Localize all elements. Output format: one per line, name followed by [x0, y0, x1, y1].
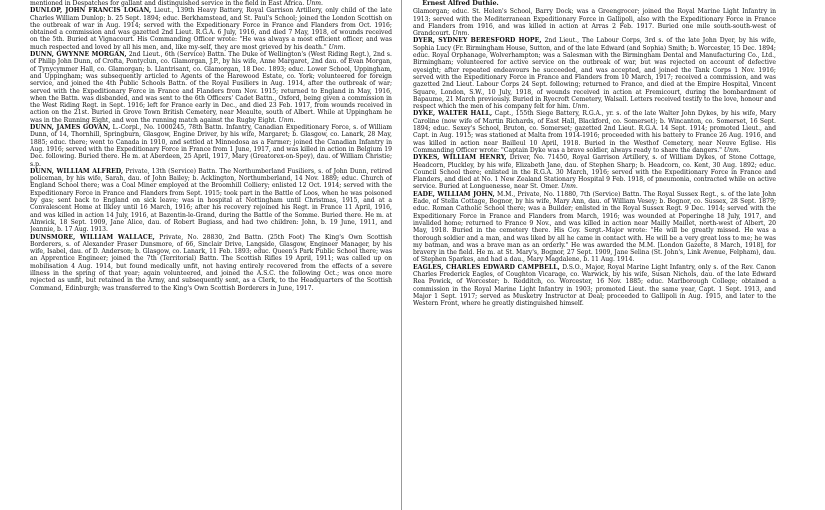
- entry-text: Lieut., 139th Heavy Battery, Royal Garrison Artillery, only child of the late Charles William Dunlop; b. 25 Sept. 1894; educ. Berkhamstead, and St. Paul's School; joined the London Scottish on the outbreak of war in Aug. 1914; served with the Expeditionary Force in France and Flanders from Oct. 1916; obtained a commission and was gazetted 2nd Lieut. R.G.A. 6 July, 1916, and died 7 May, 1918, of wounds received on the 5th. Buried at Vignacourt. His Commanding Officer wrote: "He was always a most efficient officer, and was much respected and loved by all his men, and, like my-self, they are most grieved by his death.": [30, 7, 392, 51]
- photo-caption: Ernest Alfred Duthie.: [422, 0, 499, 7]
- right-column: [413, 0, 776, 510]
- entry-text: mentioned in Despatches for gallant and distinguished service in the field in East Africa.: [30, 0, 305, 7]
- entry-text: 2nd Lieut., 6th (Service) Battn. The Duke of Wellington's (West Riding Regt.), 2nd s. of Philip John Dunn, of Crofta, Pontyclun, co. Glamorgan, J.P., by his wife, Anne Margaret, 2nd dau. of Evan Morgan, of Tynycymmer Hall, co. Glamorgan; b. Llantrisant, co. Glamorgan, 18 Dec. 1893; educ. Lower School, Uppingham, and Uppingham; was subsequently articled to Agents of the Harewood Estate, co. York; volunteered for foreign service, and joined the 4th Public Schools Battn. of the Royal Fusiliers in Aug. 1914, after the outbreak of war; served with the Expeditionary Force in France and Flanders from Nov. 1915; returned to England in May, 1916, when the Battn. was disbanded, and was sent to the 6th Officers' Cadet Battn., Oxford, being given a commission in the West Riding Regt. in Sept. 1916; left for France early in Dec., and died 23 Feb. 1917, from wounds received in action on the 21st. Buried in Grove Town British Cemetery, near Meaulte, south of Albert. While at Uppingham he was in the Running Eight, and won the running match against the Rugby Eight.: [30, 51, 392, 124]
- biography-entry: [30, 124, 392, 168]
- left-column: [30, 0, 392, 510]
- entry-name: EAGLES, CHARLES EDWARD CAMPBELL,: [413, 263, 560, 271]
- entry-status: Unm.: [304, 0, 323, 7]
- entry-status: Unm.: [276, 116, 296, 124]
- biography-entry: [30, 51, 392, 124]
- entry-text: Private, No. 28830, 2nd Battn. (25th Foot) The King's Own Scottish Borderers, s. of Alexander Fraser Dunsmore, of 66, Sinclair Drive, Langside, Glasgow, Engineer Manager, by his wife, Isabel, dau. of D. Anderson; b. Glasgow, co. Lanark, 11 Feb. 1893; educ. Queen's Park Public School there; was an Apprentice Engineer; joined the 7th (Territorial) Battn. The Scottish Rifles 19 April, 1911; was called up on mobilisation 4 Aug. 1914, but found medically unfit, not having entirely recovered from the effects of a severe illness in the spring of that year; again volunteered, and joined the A.S.C. the following Oct.; was once more rejected as unfit, but retained in the Army, and subsequently sent, as a Clerk, to the Headquarters of the Scottish Command, Edinburgh; was transferred to the King's Own Scottish Borderers in June, 1917.: [30, 233, 392, 292]
- entry-name: DYKE, WALTER HALL,: [413, 110, 493, 118]
- biography-entry: [30, 234, 392, 292]
- entry-name: DUNN, GWYNNE MORGAN,: [30, 51, 127, 59]
- entry-name: DUNSMORE, WILLIAM WALLACE,: [30, 233, 155, 241]
- entry-text: Driver, No. 71450, Royal Garrison Artillery, s. of William Dykes, of Stone Cottage, Headcorn, Pluckley, by his wife, Elizabeth Jane, dau. of Stephen Sharp; b. Headcorn, co. Kent, 30 Aug. 1892; educ. Council School there; enlisted in the R.G.A. 30 March, 1916; served with the Expeditionary Force in France and Flanders, and died at No. 1 New Zealand Stationary Hospital 9 Feb. 1918, of pneumonia, contracted while on active service. Buried at Longuenesse, near St. Omer.: [413, 154, 776, 191]
- entry-text: Private, 13th (Service) Battn. The Northumberland Fusiliers, s. of John Dunn, retired policeman, by his wife, Sarah, dau. of John Bailey; b. Acklington, Northumberland, 14 Nov. 1889; educ. Church of England School there; was a Coal Miner employed at the Broomhill Colliery; enlisted 12 Oct. 1914; served with the Expeditionary Force in France and Flanders from Sept. 1915; took part in the Battle of Loos, when he was poisoned by gas; sent back to England on sick leave; was in hospital at Nottingham until Christmas, 1915, and at a Convalescent Home at Ilkley until 16 March, 1916; after his recovery rejoined his Regt. in France 11 April, 1916, and was killed in action 14 July, 1916, at Bazentin-le-Grand, during the Battle of the Somme. Buried there. He m. at Alnwick, 18 Sept. 1909, Jane Alice, dau. of Robert Bugiass, and had two children: John, b. 19 June, 1911, and Jeannie, b. 17 Aug. 1913.: [30, 167, 392, 234]
- entry-text: D.S.O., Major, Royal Marine Light Infantry, only s. of the Rev. Canon Charles Frederick Eagles, of Coughton Vicarage, co. Warwick, by his wife, Susan Nichols, dau. of the late Edward Rea Powick, of Worcester; b. Redditch, co. Worcester, 16 Nov. 1885; educ. Marlborough College; obtained a commission in the Royal Marine Light Infantry in 1903; promoted Lieut. the same year, Capt. 1 Sept. 1913, and Major 1 Sept. 1917; served as Musketry Instructor at Deal; proceeded to Gallipoli in Aug. 1915, and later to the Western Front, where he greatly distinguished himself.: [413, 263, 776, 308]
- entry-text: M.M., Private, No. 11880, 7th (Service) Battn. The Royal Sussex Regt., s. of the late John Eade, of Stella Cottage, Bognor, by his wife, Mary Ann, dau. of William Vesey; b. Bognor, co. Sussex, 28 Sept. 1879; educ. Roman Catholic School there; was a Builder; enlisted in the Royal Sussex Regt. 9 Dec. 1914; served with the Expeditionary Force in France and Flanders from March, 1916; was wounded at Poperinghe 18 July, 1917, and invalided home; returned to France 9 Nov., and was killed in action near Mailly Maillet, north-west of Albert, 20 May, 1918. Buried in the cemetery there. His Coy. Sergt.-Major wrote: "He will be greatly missed. He was a thorough soldier and a man, and was liked by all he came in contact with. He will be a very great loss to me; he was my batman, and was a brave man as an orderly." He was awarded the M.M. [London Gazette, 8 March, 1918], for bravery in the field. He m. at St. Mary's, Bognor, 27 Sept. 1909, Jane Selina (St. John's, Link Avenue, Felpham), dau. of Stephen Sparkes, and had a dau., Mary Magdalene, b. 11 Aug. 1914.: [413, 190, 776, 264]
- entry-status: Unm.: [570, 103, 590, 111]
- biography-entry: [30, 0, 392, 7]
- entry-name: DYKES, WILLIAM HENRY,: [413, 154, 507, 162]
- entry-status: Unm.: [559, 183, 578, 191]
- biography-entry: [413, 154, 776, 190]
- entry-status: Unm.: [450, 30, 470, 38]
- biography-entry: [413, 264, 776, 308]
- entry-name: DUNLOP, JOHN FRANCIS LOGAN,: [30, 7, 152, 15]
- biography-entry: [413, 37, 776, 110]
- entry-text: Glamorgan; educ. St. Helen's School, Barry Dock; was a Greengrocer; joined the Royal Marine Light Infantry in 1913; served with the Mediterranean Expeditionary Force in Gallipoli, also with the Expeditionary Force in France and Flanders from 1916, and was killed in action at Arras 2 Feb. 1917. Buried one mile south-south-west of Grandcourt.: [413, 8, 776, 38]
- biography-entry: [413, 110, 776, 154]
- entry-status: Unm.: [326, 43, 346, 51]
- entry-text: Capt., 155th Siege Battery, R.G.A., yr. s. of the late Walter John Dykes, by his wife, Mary Caroline (now wife of Martin Richards, of East Hall, Blackford, co. Somerset); b. Wincanton, co. Somerset, 16 Sept. 1894; educ. Sexey's School, Bruton, co. Somerset; gazetted 2nd Lieut. R.G.A. 14 Sept. 1914; promoted Lieut., and Capt. in Aug. 1915; was stationed at Malta from 1914-1916; proceeded with his battery to France 26 Aug. 1916, and was killed in action near Bailleul 10 April, 1918. Buried in the Westhof Cemetery, near Neuve Eglise. His Commanding Officer wrote: "Captain Dyke was a brave soldier, always ready to share the dangers.": [413, 110, 776, 154]
- column-divider: [401, 0, 402, 510]
- entry-name: DYER, SYDNEY BERESFORD HOPE,: [413, 37, 542, 45]
- entry-name: DUNN, JAMES GOVAN,: [30, 124, 111, 132]
- right-entries: [413, 8, 776, 307]
- entry-text: L.-Corpl., No. 1000245, 78th Battn. Infantry, Canadian Expeditionary Force, s. of William Dunn, of 14, Thornhill, Springburn, Glasgow, Engine Driver, by his wife, Margaret; b. Glasgow, co. Lanark, 28 May, 1885; educ. there; went to Canada in 1910, and settled at Minnedosa as a Farmer; joined the Canadian Infantry in Aug. 1916; served with the Expeditionary Force in France from 1 June, 1917, and was killed in action in Belgium 19 Dec. following. Buried there. He m. at Aberdeen, 25 April, 1917, Mary (Greatorex-on-Spey), dau. of William Christie; s.p.: [30, 124, 392, 168]
- biography-entry: [30, 7, 392, 51]
- entry-status: Unm.: [721, 146, 741, 154]
- entry-name: EADE, WILLIAM JOHN,: [413, 190, 495, 198]
- entry-name: DUNN, WILLIAM ALFRED,: [30, 167, 124, 175]
- biography-entry: [413, 191, 776, 264]
- entry-text: 2nd Lieut., The Labour Corps, 3rd s. of the late John Dyer, by his wife, Sophia Lucy (Fr. Birmingham House, Sutton, and of the late Edward (and Sophia) Smith; b. Worcester, 15 Dec. 1894; educ. Royal Orphanage, Wolverhampton; was a Salesman with the Birmingham Dental and Manufacturing Co., Ltd., Birmingham; volunteered for active service on the outbreak of war, but was rejected on account of defective eyesight; after repeated endeavours he succeeded, and was accepted, and joined the Tank Corps 1 Nov. 1916; served with the Expeditionary Force in France and Flanders from 10 March, 1917; received a commission, and was gazetted 2nd Lieut. Labour Corps 24 Sept. following; returned to France, and died at the Empire Hospital, Vincent Square, London, S.W., 10 July, 1918, of wounds received in action at Fremicourt, during the bombardment of Bapaume, 21 March previously. Buried in Ryecroft Cemetery, Walsall. Letters received testify to the love, honour and respect which the men of his company felt for him.: [413, 37, 776, 111]
- biography-entry: [413, 8, 776, 37]
- biography-entry: [30, 168, 392, 234]
